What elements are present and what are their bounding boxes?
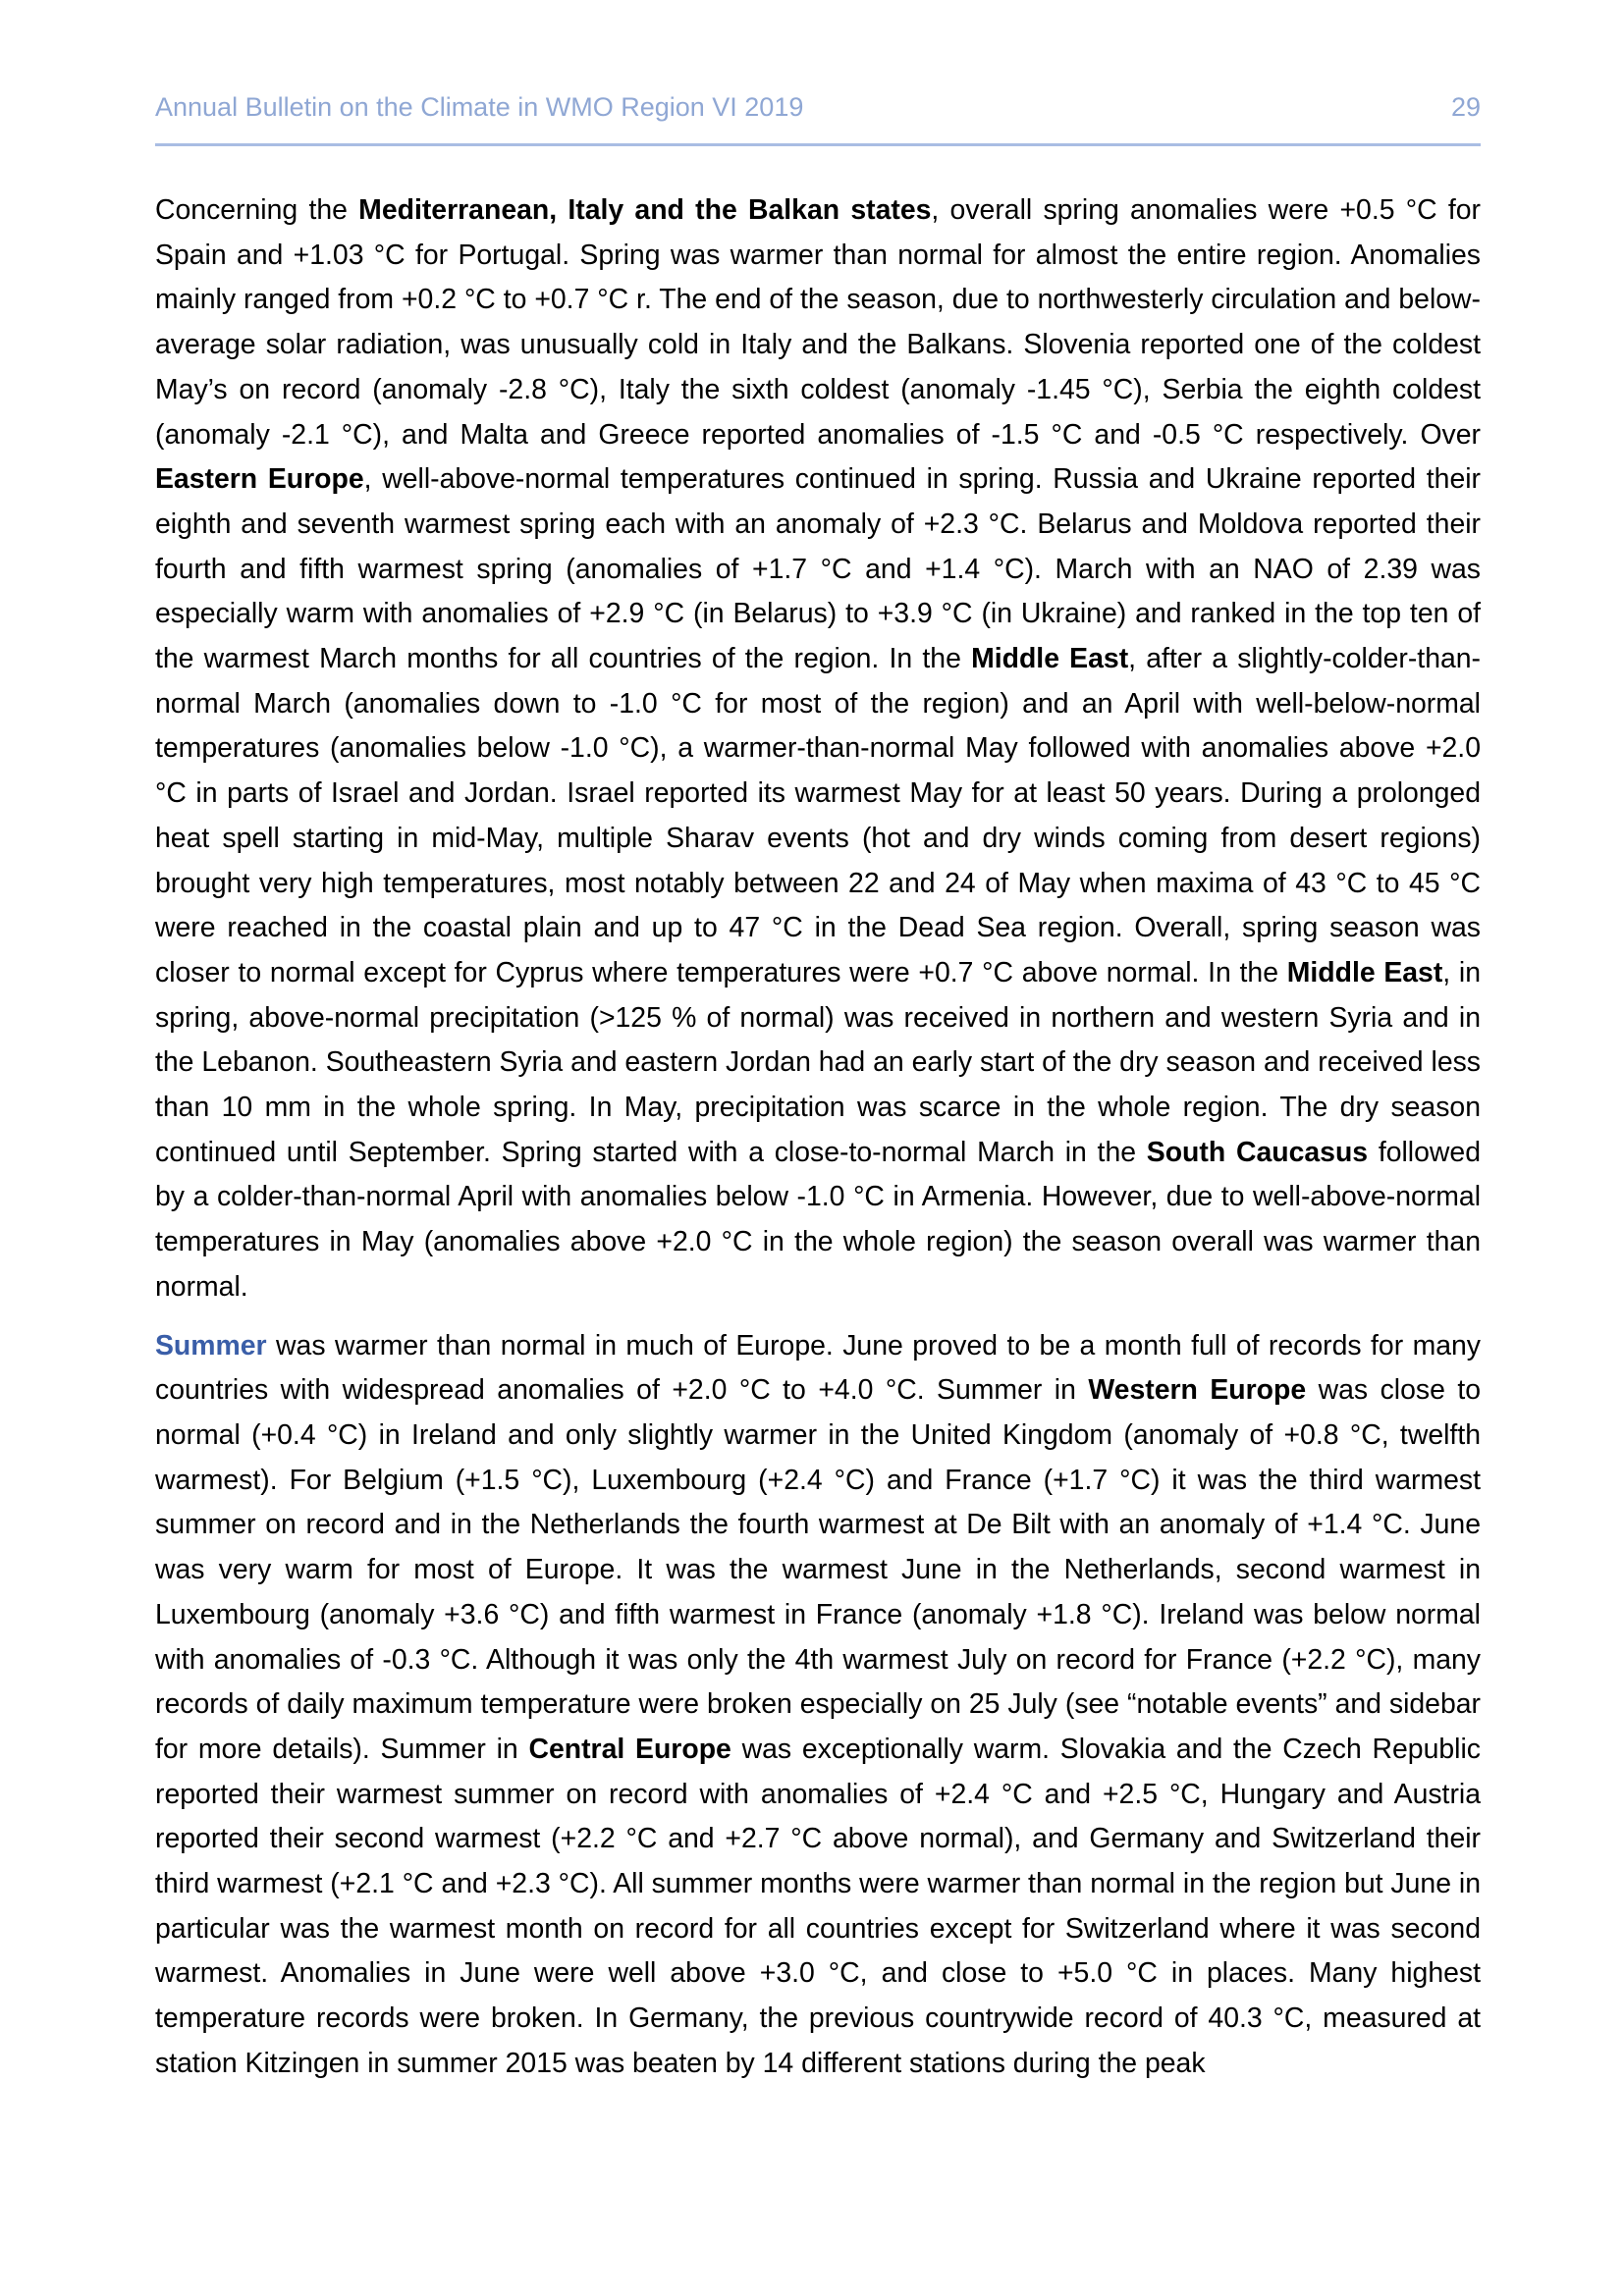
- region-mediterranean: Mediterranean, Italy and the Balkan states: [358, 194, 932, 226]
- text-run: Concerning the: [155, 194, 359, 226]
- text-run: , in spring, above-normal precipitation (>125 % of normal) was received in northern and western Syria and in the Lebanon. Southeastern Syria and eastern Jordan had an early start of the dry season and received less than 10 mm in the whole spring. In May, precipitation was scarce in the whole region. The dry season continued until September. Spring started with a close-to-normal March in the: [155, 956, 1481, 1168]
- region-western-europe: Western Europe: [1088, 1374, 1307, 1407]
- header-divider: [155, 143, 1481, 146]
- region-middle-east: Middle East: [1286, 956, 1443, 988]
- region-middle-east: Middle East: [971, 643, 1129, 675]
- summer-paragraph: [155, 1324, 1481, 2087]
- season-label-summer: Summer: [155, 1329, 267, 1362]
- text-run: followed by a colder-than-normal April with anomalies below -1.0 °C in Armenia. However, due to well-above-normal temperatures in May (anomalies above +2.0 °C in the whole region) the season overall was warmer than normal.: [155, 1136, 1481, 1303]
- page-number: 29: [1450, 92, 1481, 122]
- text-run: was close to normal (+0.4 °C) in Ireland and only slightly warmer in the United Kingdom (anomaly of +0.8 °C, twelfth warmest). For Belgium (+1.5 °C), Luxembourg (+2.4 °C) and France (+1.7 °C) it was the third warmest summer on record and in the Netherlands the fourth warmest at De Bilt with an anomaly of +1.4 °C. June was very warm for most of Europe. It was the warmest June in the Netherlands, second warmest in Luxembourg (anomaly +3.6 °C) and fifth warmest in France (anomaly +1.8 °C). Ireland was below normal with anomalies of -0.3 °C. Although it was only the 4th warmest July on record for France (+2.2 °C), many records of daily maximum temperature were broken especially on 25 July (see “notable events” and sidebar for more details). Summer in: [155, 1374, 1482, 1765]
- text-run: , after a slightly-colder-than-normal March (anomalies down to -1.0 °C for most of the region) and an April with well-below-normal temperatures (anomalies below -1.0 °C), a warmer-than-normal May followed with anomalies above +2.0 °C in parts of Israel and Jordan. Israel reported its warmest May for at least 50 years. During a prolonged heat spell starting in mid-May, multiple Sharav events (hot and dry winds coming from desert regions) brought very high temperatures, most notably between 22 and 24 of May when maxima of 43 °C to 45 °C were reached in the coastal plain and up to 47 °C in the Dead Sea region. Overall, spring season was closer to normal except for Cyprus where temperatures were +0.7 °C above normal. In the: [155, 643, 1482, 988]
- region-eastern-europe: Eastern Europe: [155, 463, 364, 496]
- running-header: [155, 92, 1481, 123]
- region-central-europe: Central Europe: [528, 1733, 731, 1765]
- spring-paragraph: [155, 188, 1481, 1310]
- text-run: was warmer than normal in much of Europe. June proved to be a month full of records for many countries with widespread anomalies of +2.0 °C to +4.0 °C. Summer in: [155, 1329, 1481, 1407]
- header-title: Annual Bulletin on the Climate in WMO Region VI 2019: [155, 92, 804, 122]
- text-run: , overall spring anomalies were +0.5 °C for Spain and +1.03 °C for Portugal. Spring was warmer than normal for almost the entire region. Anomalies mainly ranged from +0.2 °C to +0.7 °C r. The end of the season, due to northwesterly circulation and below-average solar radiation, was unusually cold in Italy and the Balkans. Slovenia reported one of the coldest May’s on record (anomaly -2.8 °C), Italy the sixth coldest (anomaly -1.45 °C), Serbia the eighth coldest (anomaly -2.1 °C), and Malta and Greece reported anomalies of -1.5 °C and -0.5 °C respectively. Over: [155, 194, 1481, 451]
- text-run: was exceptionally warm. Slovakia and the Czech Republic reported their warmest summer on record with anomalies of +2.4 °C and +2.5 °C, Hungary and Austria reported their second warmest (+2.2 °C and +2.7 °C above normal), and Germany and Switzerland their third warmest (+2.1 °C and +2.3 °C). All summer months were warmer than normal in the region but June in particular was the warmest month on record for all countries except for Switzerland where it was second warmest. Anomalies in June were well above +3.0 °C, and close to +5.0 °C in places. Many highest temperature records were broken. In Germany, the previous countrywide record of 40.3 °C, measured at station Kitzingen in summer 2015 was beaten by 14 different stations during the peak: [155, 1733, 1481, 2079]
- body-text: [155, 188, 1481, 2087]
- text-run: , well-above-normal temperatures continued in spring. Russia and Ukraine reported their eighth and seventh warmest spring each with an anomaly of +2.3 °C. Belarus and Moldova reported their fourth and fifth warmest spring (anomalies of +1.7 °C and +1.4 °C). March with an NAO of 2.39 was especially warm with anomalies of +2.9 °C (in Belarus) to +3.9 °C (in Ukraine) and ranked in the top ten of the warmest March months for all countries of the region. In the: [155, 463, 1481, 675]
- region-south-caucasus: South Caucasus: [1146, 1136, 1369, 1168]
